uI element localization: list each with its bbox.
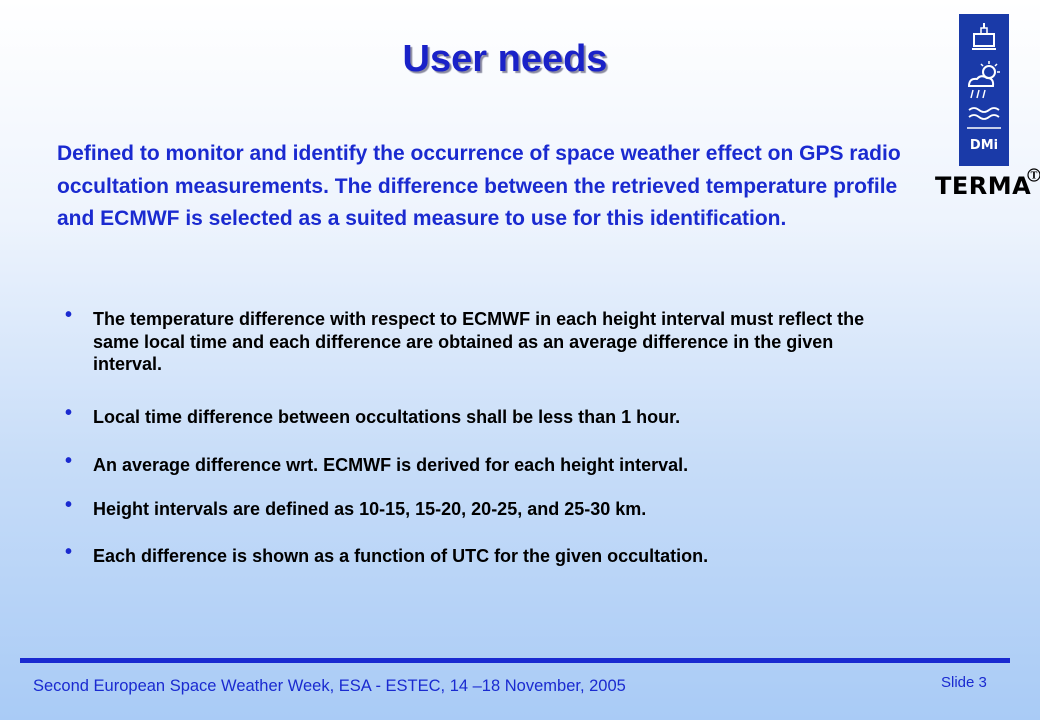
bullet-dot-icon: • — [65, 402, 73, 424]
bullet-item — [65, 450, 893, 477]
slide-title: User needs — [402, 38, 608, 80]
bullet-item — [65, 304, 893, 376]
dmi-emblem-icon — [959, 14, 1009, 166]
bullet-dot-icon: • — [65, 494, 73, 516]
bullet-text: Each difference is shown as a function of UTC for the given occultation. — [93, 546, 709, 566]
footer-event: Second European Space Weather Week, ESA - ESTEC, 14 –18 November, 2005 — [33, 677, 626, 695]
bullet-text: The temperature difference with respect to ECMWF in each height interval must reflect the same local time and each difference are obtained as an average difference in the given interval. — [93, 309, 865, 374]
dmi-text: DMi — [969, 138, 999, 153]
footer-divider — [20, 658, 1010, 663]
terma-logo: TERMA — [935, 172, 1032, 200]
dmi-logo — [959, 14, 1009, 166]
bullet-dot-icon: • — [65, 541, 73, 563]
bullet-text: An average difference wrt. ECMWF is derived for each height interval. — [93, 455, 689, 475]
bullet-text: Local time difference between occultations shall be less than 1 hour. — [93, 407, 681, 427]
bullet-text: Height intervals are defined as 10-15, 15-20, 20-25, and 25-30 km. — [93, 499, 647, 519]
bullet-item — [65, 541, 893, 568]
terma-mark-icon — [1027, 168, 1040, 185]
bullet-item — [65, 402, 893, 429]
svg-text:T: T — [1030, 171, 1038, 182]
bullet-dot-icon: • — [65, 450, 73, 472]
bullet-item — [65, 494, 893, 521]
bullet-dot-icon: • — [65, 304, 73, 326]
intro-paragraph: Defined to monitor and identify the occurrence of space weather effect on GPS radio occultation measurements. The difference between the retrieved temperature profile and ECMWF is selected as a suited measure to use for this identification. — [57, 142, 901, 230]
slide-number: Slide 3 — [941, 674, 987, 691]
